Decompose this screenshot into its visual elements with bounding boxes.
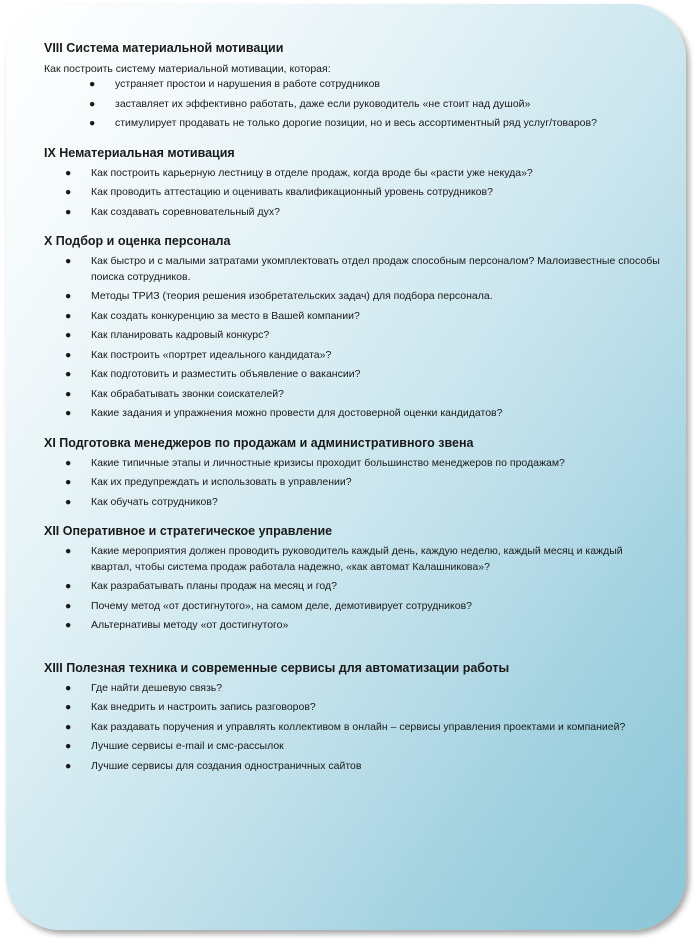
bullet-icon: ● bbox=[65, 681, 72, 694]
bullet-icon: ● bbox=[65, 387, 72, 400]
list-item bbox=[44, 97, 664, 113]
section-title: XIII Полезная техника и современные сервисы для автоматизации работы bbox=[44, 660, 510, 675]
list-item bbox=[44, 205, 664, 221]
bullet-icon: ● bbox=[65, 348, 72, 361]
list-item bbox=[44, 348, 664, 364]
list-item bbox=[44, 579, 664, 595]
bullet-list bbox=[44, 456, 664, 511]
bullet-list bbox=[44, 544, 664, 634]
list-item bbox=[44, 387, 664, 403]
list-item bbox=[44, 77, 664, 93]
list-item-text: устраняет простои и нарушения в работе сотрудников bbox=[115, 78, 380, 90]
bullet-icon: ● bbox=[65, 701, 72, 713]
bullet-icon: ● bbox=[89, 97, 96, 110]
list-item-text: Как внедрить и настроить запись разговоров? bbox=[91, 701, 316, 713]
list-item bbox=[44, 759, 664, 775]
bullet-list bbox=[44, 166, 664, 221]
section-ix bbox=[44, 145, 664, 221]
list-item-text: Как обрабатывать звонки соискателей? bbox=[91, 387, 284, 400]
list-item bbox=[44, 599, 664, 615]
document-content bbox=[44, 40, 664, 787]
list-item bbox=[44, 456, 664, 472]
list-item bbox=[44, 739, 664, 755]
section-xii bbox=[44, 523, 664, 634]
bullet-icon: ● bbox=[65, 205, 72, 218]
list-item bbox=[44, 254, 664, 285]
list-item-text: Как обучать сотрудников? bbox=[91, 495, 218, 508]
bullet-icon: ● bbox=[65, 166, 72, 179]
bullet-icon: ● bbox=[89, 78, 96, 90]
bullet-icon: ● bbox=[65, 456, 72, 469]
section-viii bbox=[44, 40, 664, 132]
list-item bbox=[44, 166, 664, 182]
section-xiii bbox=[44, 660, 664, 775]
list-item-text: Лучшие сервисы e-mail и смс-рассылок bbox=[91, 740, 284, 752]
list-item-text: Лучшие сервисы для создания одностраничных сайтов bbox=[91, 759, 362, 772]
list-item bbox=[44, 720, 664, 736]
bullet-list bbox=[44, 77, 664, 132]
bullet-icon: ● bbox=[65, 476, 72, 488]
list-item-text: заставляет их эффективно работать, даже если руководитель «не стоит над душой» bbox=[115, 97, 531, 110]
list-item-text: стимулирует продавать не только дорогие позиции, но и весь ассортиментный ряд услуг/товаров? bbox=[115, 117, 597, 129]
section-intro: Как построить систему материальной мотивации, которая: bbox=[44, 63, 331, 75]
list-item bbox=[44, 309, 664, 325]
bullet-icon: ● bbox=[65, 368, 72, 380]
list-item bbox=[44, 289, 664, 305]
list-item bbox=[44, 681, 664, 697]
bullet-icon: ● bbox=[65, 545, 72, 557]
bullet-icon: ● bbox=[65, 619, 72, 631]
section-title: X Подбор и оценка персонала bbox=[44, 234, 231, 248]
list-item-text: Почему метод «от достигнутого», на самом деле, демотивирует сотрудников? bbox=[91, 599, 473, 612]
section-title: XI Подготовка менеджеров по продажам и административного звена bbox=[44, 435, 474, 450]
bullet-icon: ● bbox=[65, 309, 72, 322]
list-item-text: Какие типичные этапы и личностные кризисы проходит большинство менеджеров по продажам? bbox=[91, 456, 565, 469]
bullet-icon: ● bbox=[89, 117, 96, 129]
list-item bbox=[44, 328, 664, 344]
list-item-text: Альтернативы методу «от достигнутого» bbox=[91, 619, 289, 631]
bullet-icon: ● bbox=[65, 290, 72, 302]
list-item-text: Как проводить аттестацию и оценивать квалификационный уровень сотрудников? bbox=[91, 186, 493, 198]
bullet-list bbox=[44, 254, 664, 422]
list-item-text: Как построить карьерную лестницу в отделе продаж, когда вроде бы «расти уже некуда»? bbox=[91, 166, 533, 179]
bullet-icon: ● bbox=[65, 720, 72, 733]
bullet-icon: ● bbox=[65, 759, 72, 772]
list-item bbox=[44, 618, 664, 634]
list-item-text: Как их предупреждать и использовать в управлении? bbox=[91, 476, 352, 488]
list-item-text: Как создавать соревновательный дух? bbox=[91, 205, 280, 218]
list-item-text: Как разрабатывать планы продаж на месяц и год? bbox=[91, 580, 337, 592]
list-item-text: Где найти дешевую связь? bbox=[91, 681, 223, 694]
section-title: IX Нематериальная мотивация bbox=[44, 145, 235, 160]
section-title: XII Оперативное и стратегическое управление bbox=[44, 524, 333, 538]
bullet-icon: ● bbox=[65, 580, 72, 592]
bullet-icon: ● bbox=[65, 407, 72, 419]
list-item-text: Как построить «портрет идеального кандидата»? bbox=[91, 348, 332, 361]
bullet-icon: ● bbox=[65, 740, 72, 752]
list-item-text: Как быстро и с малыми затратами укомплектовать отдел продаж способным персоналом? Малоизвестные способы поиска сотрудников. bbox=[91, 255, 660, 283]
list-item bbox=[44, 544, 664, 575]
list-item-text: Как раздавать поручения и управлять коллективом в онлайн – сервисы управления проектами и компанией? bbox=[91, 720, 626, 733]
list-item-text: Как создать конкуренцию за место в Вашей компании? bbox=[91, 309, 360, 322]
bullet-icon: ● bbox=[65, 255, 72, 267]
list-item-text: Как планировать кадровый конкурс? bbox=[91, 329, 270, 341]
list-item-text: Как подготовить и разместить объявление о вакансии? bbox=[91, 368, 361, 380]
list-item bbox=[44, 185, 664, 201]
list-item bbox=[44, 700, 664, 716]
section-xi bbox=[44, 435, 664, 511]
list-item bbox=[44, 116, 664, 132]
list-item bbox=[44, 495, 664, 511]
list-item-text: Какие мероприятия должен проводить руководитель каждый день, каждую неделю, каждый месяц и каждый квартал, чтобы система продаж работала надежно, «как автомат Калашникова»? bbox=[91, 545, 623, 573]
bullet-icon: ● bbox=[65, 599, 72, 612]
bullet-list bbox=[44, 681, 664, 775]
bullet-icon: ● bbox=[65, 186, 72, 198]
section-title: VIII Система материальной мотивации bbox=[44, 41, 284, 55]
list-item bbox=[44, 475, 664, 491]
bullet-icon: ● bbox=[65, 495, 72, 508]
list-item bbox=[44, 406, 664, 422]
list-item-text: Методы ТРИЗ (теория решения изобретательских задач) для подбора персонала. bbox=[91, 290, 493, 302]
section-x bbox=[44, 233, 664, 422]
list-item bbox=[44, 367, 664, 383]
list-item-text: Какие задания и упражнения можно провести для достоверной оценки кандидатов? bbox=[91, 407, 503, 419]
bullet-icon: ● bbox=[65, 329, 72, 341]
document-card bbox=[6, 4, 686, 930]
